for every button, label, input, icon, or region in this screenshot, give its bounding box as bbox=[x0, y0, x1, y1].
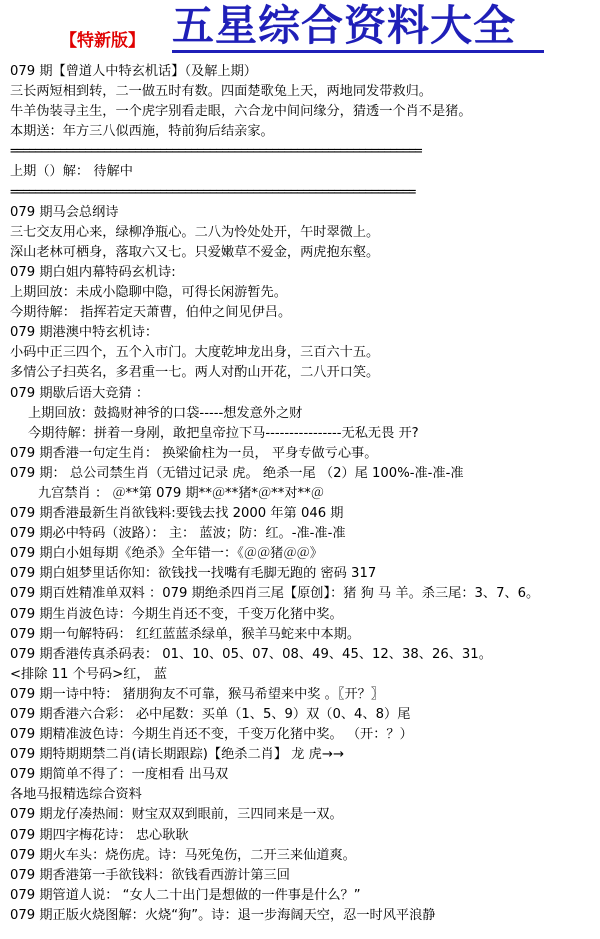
text-line: 079 期香港传真杀码表： 01、10、05、07、08、49、45、12、38、26、31。 bbox=[10, 646, 492, 662]
page-title: 五星综合资料大全 bbox=[172, 1, 517, 50]
text-line: 上期回放：鼓捣财神爷的口袋-----想发意外之财 bbox=[28, 405, 303, 421]
text-line: <排除 11 个号码>红， 蓝 bbox=[10, 666, 167, 682]
edition-badge: 【特新版】 bbox=[60, 31, 145, 51]
text-line: 079 期管道人说： “女人二十出门是想做的一件事是什么？” bbox=[10, 887, 361, 903]
text-line: 小码中正三四个，五个入市门。大度乾坤龙出身，三百六十五。 bbox=[10, 345, 380, 361]
text-line: 079 期特期期禁二肖(请长期跟踪)【绝杀二肖】 龙 虎→→ bbox=[10, 747, 344, 763]
text-line: 079 期白姐梦里话你知：欲钱找一找嘴有毛脚无跑的 密码 317 bbox=[10, 566, 377, 582]
text-line: 上期（）解： 待解中 bbox=[10, 164, 133, 180]
text-line: 079 期白小姐每期《绝杀》全年错一：《＠＠猪＠＠》 bbox=[10, 546, 323, 562]
text-line: 九宫禁肖 ： ＠**第 079 期**＠**猪*＠**对**＠ bbox=[38, 485, 324, 501]
text-line: 079 期香港六合彩： 必中尾数：买单（1、5、9）双（0、4、8）尾 bbox=[10, 707, 411, 722]
text-line: 079 期龙仔凑热闹：财宝双双到眼前，三四同来是一双。 bbox=[10, 807, 343, 823]
text-line: 079 期港澳中特玄机诗： bbox=[10, 325, 159, 341]
text-line: 079 期百姓精准单双料 ：079 期绝杀四肖三尾【原创】：猪 狗 马 羊。杀三尾：3、7、6。 bbox=[10, 586, 540, 602]
text-line: 079 期一句解特码： 红红蓝蓝杀绿单，猴羊马蛇来中本期。 bbox=[10, 626, 361, 642]
separator-line: ================================================================= bbox=[10, 184, 415, 200]
text-line: 三七交友用心来，绿柳净瓶心。二八为怜处处开，午时翠微上。 bbox=[10, 224, 380, 240]
text-line: 079 期香港一句定生肖： 换梁偷柱为一员， 平身专做亏心事。 bbox=[10, 445, 378, 461]
text-line: 079 期正版火烧图解：火烧“狗”。诗：退一步海阔天空，忍一时风平浪静 bbox=[10, 907, 436, 923]
text-line: 079 期香港第一手欲钱料：欲钱看西游计第三回 bbox=[10, 867, 290, 883]
text-line: 三长两短相到转，二一做五时有数。四面楚歌兔上天，两地同发带救归。 bbox=[10, 84, 432, 100]
text-line: 多情公子扫英名，多君重一七。两人对酌山开花，二八开口笑。 bbox=[10, 365, 380, 381]
text-line: 079 期必中特码（波路）： 主： 蓝波；防：红。-准-准-准 bbox=[10, 526, 346, 542]
text-line: 079 期歇后语大竞猜 ： bbox=[10, 385, 150, 401]
text-line: 上期回放：未成小隐聊中隐，可得长闲游暂先。 bbox=[10, 285, 287, 301]
text-line: 079 期马会总纲诗 bbox=[10, 204, 119, 220]
text-line: 079 期精准波色诗：今期生肖还不变，千变万化猪中奖。 （开：？） bbox=[10, 727, 413, 743]
text-line: 今期待解：拼着一身剐，敢把皇帝拉下马----------------无私无畏 开? bbox=[28, 425, 419, 441]
title-underline bbox=[172, 50, 544, 53]
text-line: 079 期一诗中特： 猪朋狗友不可靠，猴马希望来中奖 。〖开？〗 bbox=[10, 686, 385, 702]
text-line: 深山老林可栖身，落取六又七。只爱嫩草不爱金，两虎抱东壑。 bbox=[10, 244, 380, 260]
text-line: 079 期火车头：烧伤虎。诗：马死兔伤，二开三来仙道爽。 bbox=[10, 847, 356, 863]
text-line: 本期送：年方三八似西施，特前狗后结亲家。 bbox=[10, 124, 274, 140]
text-line: 今期待解： 指挥若定天萧曹，伯仲之间见伊吕。 bbox=[10, 305, 292, 321]
text-line: 各地马报精选综合资料 bbox=[10, 787, 142, 803]
text-line: 079 期生肖波色诗：今期生肖还不变，千变万化猪中奖。 bbox=[10, 606, 343, 622]
text-line: 079 期【曾道人中特玄机话】（及解上期） bbox=[10, 64, 257, 79]
text-line: 079 期： 总公司禁生肖（无错过记录 虎。 绝杀一尾 （2）尾 100%-准-准-准 bbox=[10, 465, 464, 481]
text-line: 079 期四字梅花诗： 忠心耿耿 bbox=[10, 827, 189, 843]
text-line: 079 期简单不得了：一度相看 出马双 bbox=[10, 767, 229, 783]
text-line: 牛羊伪装寻主生，一个虎字别看走眼，六合龙中间问缘分，猜透一个肖不是猪。 bbox=[10, 104, 472, 120]
text-line: 079 期白姐内幕特码玄机诗: bbox=[10, 264, 176, 280]
content-lines bbox=[10, 62, 596, 926]
page-header bbox=[0, 0, 600, 58]
text-line: 079 期香港最新生肖欲钱料:要钱去找 2000 年第 046 期 bbox=[10, 506, 344, 522]
separator-line: ================================================================== bbox=[10, 144, 421, 160]
